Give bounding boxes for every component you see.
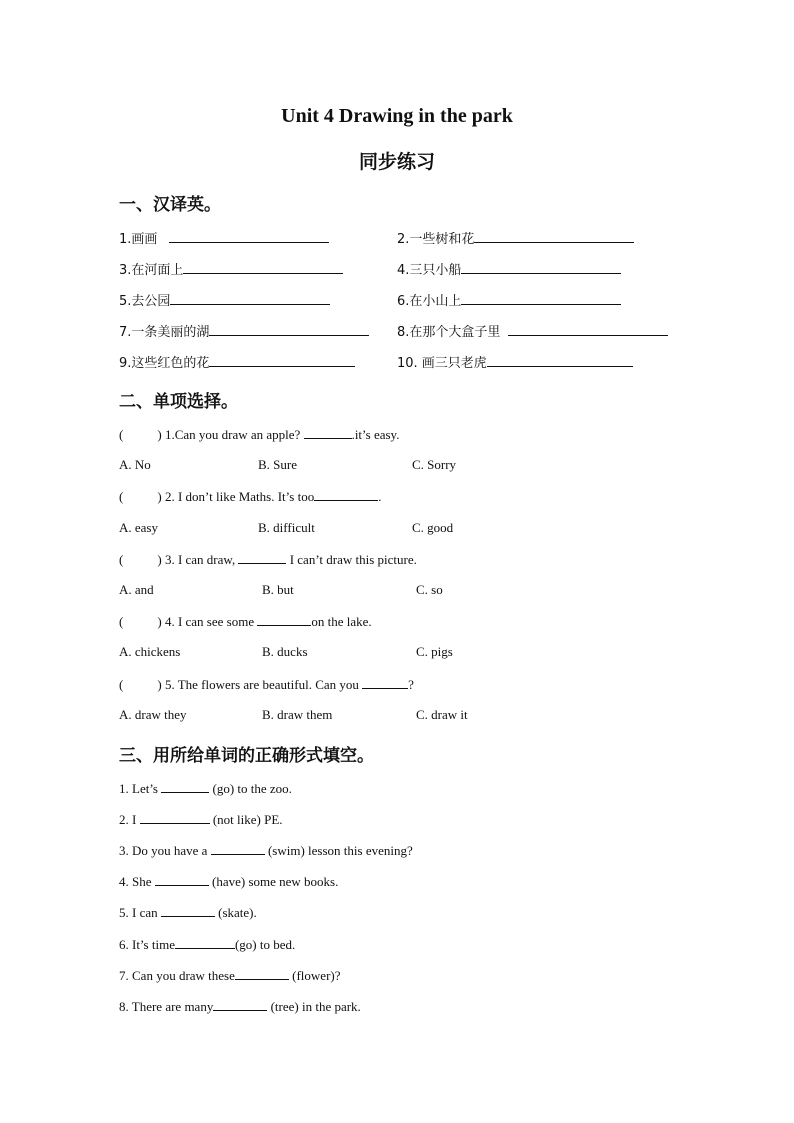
fill-item-3: 3. Do you have a (swim) lesson this evening? (119, 843, 413, 858)
answer-blank[interactable] (238, 551, 286, 564)
answer-slot[interactable] (123, 427, 157, 439)
mc-q3-option-a[interactable]: A. and (119, 582, 154, 597)
mc-q1-option-a[interactable]: A. No (119, 457, 151, 472)
answer-blank[interactable] (140, 811, 210, 824)
translate-item-8: 8.在那个大盒子里 (397, 321, 668, 340)
answer-blank[interactable] (235, 967, 289, 980)
answer-blank[interactable] (474, 230, 634, 243)
answer-blank[interactable] (175, 936, 235, 949)
translate-item-9: 9.这些红色的花 (119, 352, 355, 371)
answer-blank[interactable] (183, 261, 343, 274)
answer-blank[interactable] (508, 323, 668, 336)
answer-blank[interactable] (487, 354, 633, 367)
answer-blank[interactable] (161, 780, 209, 793)
mc-q4-option-a[interactable]: A. chickens (119, 644, 181, 659)
answer-slot[interactable] (123, 489, 157, 501)
translate-item-7: 7.一条美丽的湖 (119, 321, 369, 340)
mc-question-3: ( ) 3. I can draw, I can’t draw this picture. (119, 552, 417, 567)
mc-q3-option-c[interactable]: C. so (416, 582, 443, 597)
section2-heading: 二、单项选择。 (119, 392, 238, 412)
answer-blank[interactable] (161, 904, 215, 917)
answer-slot[interactable] (123, 552, 157, 564)
translate-item-3: 3.在河面上 (119, 259, 343, 278)
fill-item-4: 4. She (have) some new books. (119, 874, 339, 889)
fill-item-6: 6. It’s time (go) to bed. (119, 937, 296, 952)
answer-blank[interactable] (304, 426, 352, 439)
translate-item-1: 1.画画 (119, 228, 329, 247)
mc-q4-option-c[interactable]: C. pigs (416, 644, 453, 659)
page-title: Unit 4 Drawing in the park (281, 105, 513, 127)
answer-blank[interactable] (169, 230, 329, 243)
translate-item-4: 4.三只小船 (397, 259, 621, 278)
translate-item-10: 10. 画三只老虎 (397, 352, 633, 371)
answer-blank[interactable] (257, 613, 311, 626)
mc-q1-option-c[interactable]: C. Sorry (412, 457, 457, 472)
mc-question-2: ( ) 2. I don’t like Maths. It’s too . (119, 489, 382, 504)
mc-q2-option-c[interactable]: C. good (412, 520, 454, 535)
answer-slot[interactable] (123, 614, 157, 626)
section1-heading: 一、汉译英。 (119, 195, 221, 215)
mc-q4-option-b[interactable]: B. ducks (262, 644, 308, 659)
fill-item-8: 8. There are many (tree) in the park. (119, 999, 361, 1014)
fill-item-5: 5. I can (skate). (119, 905, 257, 920)
fill-item-2: 2. I (not like) PE. (119, 812, 283, 827)
mc-question-1: ( ) 1.Can you draw an apple? .it’s easy. (119, 427, 400, 442)
mc-q5-option-a[interactable]: A. draw they (119, 707, 187, 722)
mc-q5-option-c[interactable]: C. draw it (416, 707, 468, 722)
page-subtitle: 同步练习 (358, 151, 435, 173)
mc-q3-option-b[interactable]: B. but (262, 582, 294, 597)
mc-question-5: ( ) 5. The flowers are beautiful. Can you ? (119, 677, 414, 692)
mc-question-4: ( ) 4. I can see some on the lake. (119, 614, 372, 629)
mc-q2-option-a[interactable]: A. easy (119, 520, 158, 535)
answer-blank[interactable] (209, 354, 355, 367)
fill-item-7: 7. Can you draw these (flower)? (119, 968, 341, 983)
answer-blank[interactable] (213, 998, 267, 1011)
answer-blank[interactable] (209, 323, 369, 336)
translate-item-5: 5.去公园 (119, 290, 330, 309)
answer-blank[interactable] (211, 842, 265, 855)
answer-blank[interactable] (461, 261, 621, 274)
fill-item-1: 1. Let’s (go) to the zoo. (119, 781, 292, 796)
section3-heading: 三、用所给单词的正确形式填空。 (119, 746, 374, 766)
translate-item-2: 2.一些树和花 (397, 228, 634, 247)
answer-slot[interactable] (123, 677, 157, 689)
answer-blank[interactable] (155, 873, 209, 886)
answer-blank[interactable] (362, 676, 408, 689)
mc-q5-option-b[interactable]: B. draw them (262, 707, 333, 722)
answer-blank[interactable] (314, 488, 378, 501)
translate-item-6: 6.在小山上 (397, 290, 621, 309)
mc-q1-option-b[interactable]: B. Sure (258, 457, 297, 472)
answer-blank[interactable] (461, 292, 621, 305)
mc-q2-option-b[interactable]: B. difficult (258, 520, 315, 535)
answer-blank[interactable] (170, 292, 330, 305)
